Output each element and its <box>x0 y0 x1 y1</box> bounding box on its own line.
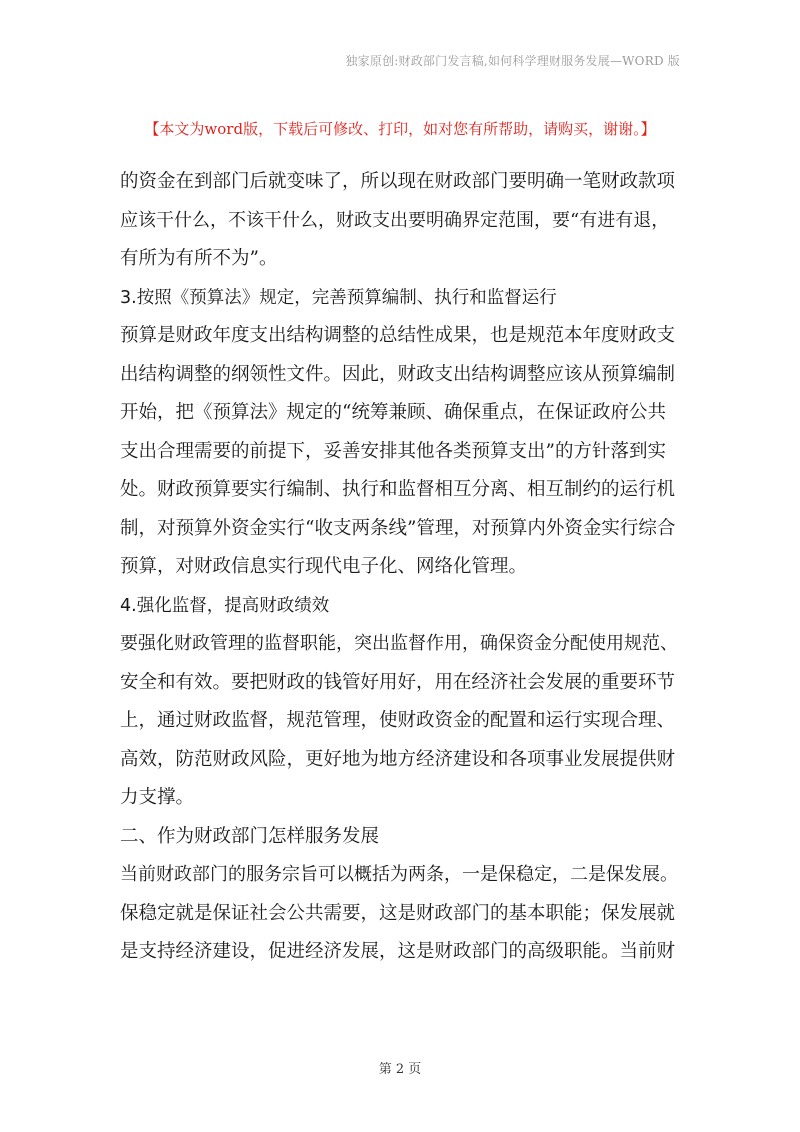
document-body <box>120 163 680 972</box>
body-line-9: 处。财政预算要实行编制、执行和监督相互分离、相互制约的运行机 <box>120 479 676 500</box>
page-number: 第 2 页 <box>378 1062 422 1077</box>
body-line-2: 应该干什么，不该干什么，财政支出要明确界定范围，要“有进有退， <box>120 209 670 231</box>
body-line-7: 开始，把《预算法》规定的“统筹兼顾、确保重点，在保证政府公共 <box>120 402 666 423</box>
section-heading-2: 二、作为财政部门怎样服务发展 <box>120 825 380 847</box>
body-line-16: 高效，防范财政风险，更好地为地方经济建设和各项事业发展提供财 <box>120 748 676 770</box>
body-line-15: 上，通过财政监督，规范管理，使财政资金的配置和运行实现合理、 <box>120 710 676 731</box>
body-line-5: 预算是财政年度支出结构调整的总结性成果，也是规范本年度财政支 <box>120 325 676 346</box>
section-heading-4: 4.强化监督，提高财政绩效 <box>120 595 330 616</box>
body-line-19: 当前财政部门的服务宗旨可以概括为两条，一是保稳定，二是保发展。 <box>120 864 678 885</box>
body-line-11: 预算，对财政信息实行现代电子化、网络化管理。 <box>120 556 528 577</box>
section-heading-3: 3.按照《预算法》规定，完善预算编制、执行和监督运行 <box>120 287 557 308</box>
body-line-6: 出结构调整的纲领性文件。因此，财政支出结构调整应该从预算编制 <box>120 363 676 385</box>
body-line-21: 是支持经济建设，促进经济发展，这是财政部门的高级职能。当前财 <box>120 941 676 962</box>
body-line-13: 要强化财政管理的监督职能，突出监督作用，确保资金分配使用规范、 <box>120 633 678 654</box>
body-line-8: 支出合理需要的前提下，妥善安排其他各类预算支出”的方针落到实 <box>120 440 666 462</box>
body-line-20: 保稳定就是保证社会公共需要，这是财政部门的基本职能；保发展就 <box>120 902 676 924</box>
page-header: 独家原创:财政部门发言稿,如何科学理财服务发展—WORD 版 <box>345 54 680 68</box>
body-line-14: 安全和有效。要把财政的钱管好用好，用在经济社会发展的重要环节 <box>120 671 676 693</box>
body-line-1: 的资金在到部门后就变味了，所以现在财政部门要明确一笔财政款项 <box>120 171 676 192</box>
body-line-17: 力支撑。 <box>120 787 195 808</box>
body-line-3: 有所为有所不为”。 <box>120 248 278 269</box>
download-notice-banner: 【本文为word版，下载后可修改、打印，如对您有所帮助，请购买，谢谢。】 <box>144 120 656 138</box>
body-line-10: 制，对预算外资金实行“收支两条线”管理，对预算内外资金实行综合 <box>120 517 676 539</box>
